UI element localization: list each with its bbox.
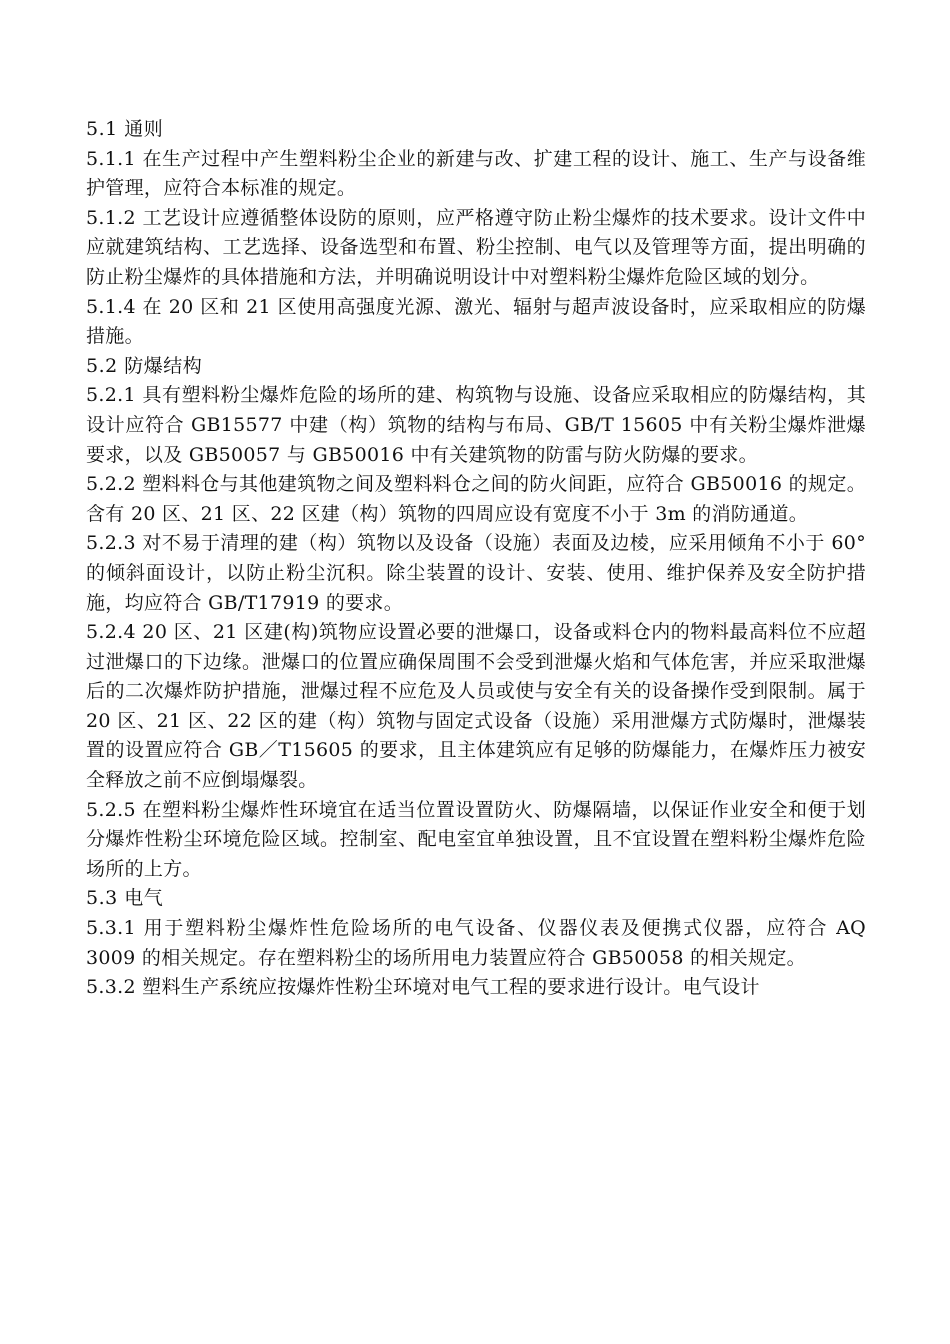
clause-5-1-2: 5.1.2 工艺设计应遵循整体设防的原则，应严格遵守防止粉尘爆炸的技术要求。设计文件中应就建筑结构、工艺选择、设备选型和布置、粉尘控制、电气以及管理等方面，提出明确的防止粉尘爆炸的具体措施和方法，并明确说明设计中对塑料粉尘爆炸危险区域的划分。 bbox=[86, 206, 866, 288]
clause-5-1-1: 5.1.1 在生产过程中产生塑料粉尘企业的新建与改、扩建工程的设计、施工、生产与设备维护管理，应符合本标准的规定。 bbox=[86, 147, 866, 200]
clause-5-2-4: 5.2.4 20 区、21 区建(构)筑物应设置必要的泄爆口，设备或料仓内的物料最高料位不应超过泄爆口的下边缘。泄爆口的位置应确保周围不会受到泄爆火焰和气体危害，并应采取泄爆后的二次爆炸防护措施，泄爆过程不应危及人员或使与安全有关的设备操作受到限制。属于 20 区、21 区、22 区的建（构）筑物与固定式设备（设施）采用泄爆方式防爆时，泄爆装置的设置应符合 GB／T15605 的要求，且主体建筑应有足够的防爆能力，在爆炸压力被安全释放之前不应倒塌爆裂。 bbox=[86, 621, 866, 792]
section-heading-5-2: 5.2 防爆结构 bbox=[86, 354, 203, 377]
clause-5-2-3: 5.2.3 对不易于清理的建（构）筑物以及设备（设施）表面及边棱，应采用倾角不小于 60° 的倾斜面设计，以防止粉尘沉积。除尘装置的设计、安装、使用、维护保养及安全防护措施，均应符合 GB/T17919 的要求。 bbox=[86, 532, 866, 614]
section-heading-5-1: 5.1 通则 bbox=[86, 118, 164, 140]
clause-5-1-4: 5.1.4 在 20 区和 21 区使用高强度光源、激光、辐射与超声波设备时，应采取相应的防爆措施。 bbox=[86, 295, 866, 348]
clause-5-3-1: 5.3.1 用于塑料粉尘爆炸性危险场所的电气设备、仪器仪表及便携式仪器，应符合 AQ 3009 的相关规定。存在塑料粉尘的场所用电力装置应符合 GB50058 的相关规定。 bbox=[86, 917, 866, 969]
clause-5-2-5: 5.2.5 在塑料粉尘爆炸性环境宜在适当位置设置防火、防爆隔墙，以保证作业安全和便于划分爆炸性粉尘环境危险区域。控制室、配电室宜单独设置，且不宜设置在塑料粉尘爆炸危险场所的上方。 bbox=[86, 798, 866, 880]
clause-5-2-1: 5.2.1 具有塑料粉尘爆炸危险的场所的建、构筑物与设施、设备应采取相应的防爆结构，其设计应符合 GB15577 中建（构）筑物的结构与布局、GB/T 15605 中有关粉尘爆炸泄爆要求，以及 GB50057 与 GB50016 中有关建筑物的防雷与防火防爆的要求。 bbox=[86, 384, 866, 466]
clause-5-2-2: 5.2.2 塑料料仓与其他建筑物之间及塑料料仓之间的防火间距，应符合 GB50016 的规定。含有 20 区、21 区、22 区建（构）筑物的四周应设有宽度不小于 3m 的消防通道。 bbox=[86, 473, 866, 525]
section-heading-5-3: 5.3 电气 bbox=[86, 887, 164, 910]
document-body bbox=[86, 115, 866, 1003]
clause-5-3-2: 5.3.2 塑料生产系统应按爆炸性粉尘环境对电气工程的要求进行设计。电气设计 bbox=[86, 976, 760, 999]
